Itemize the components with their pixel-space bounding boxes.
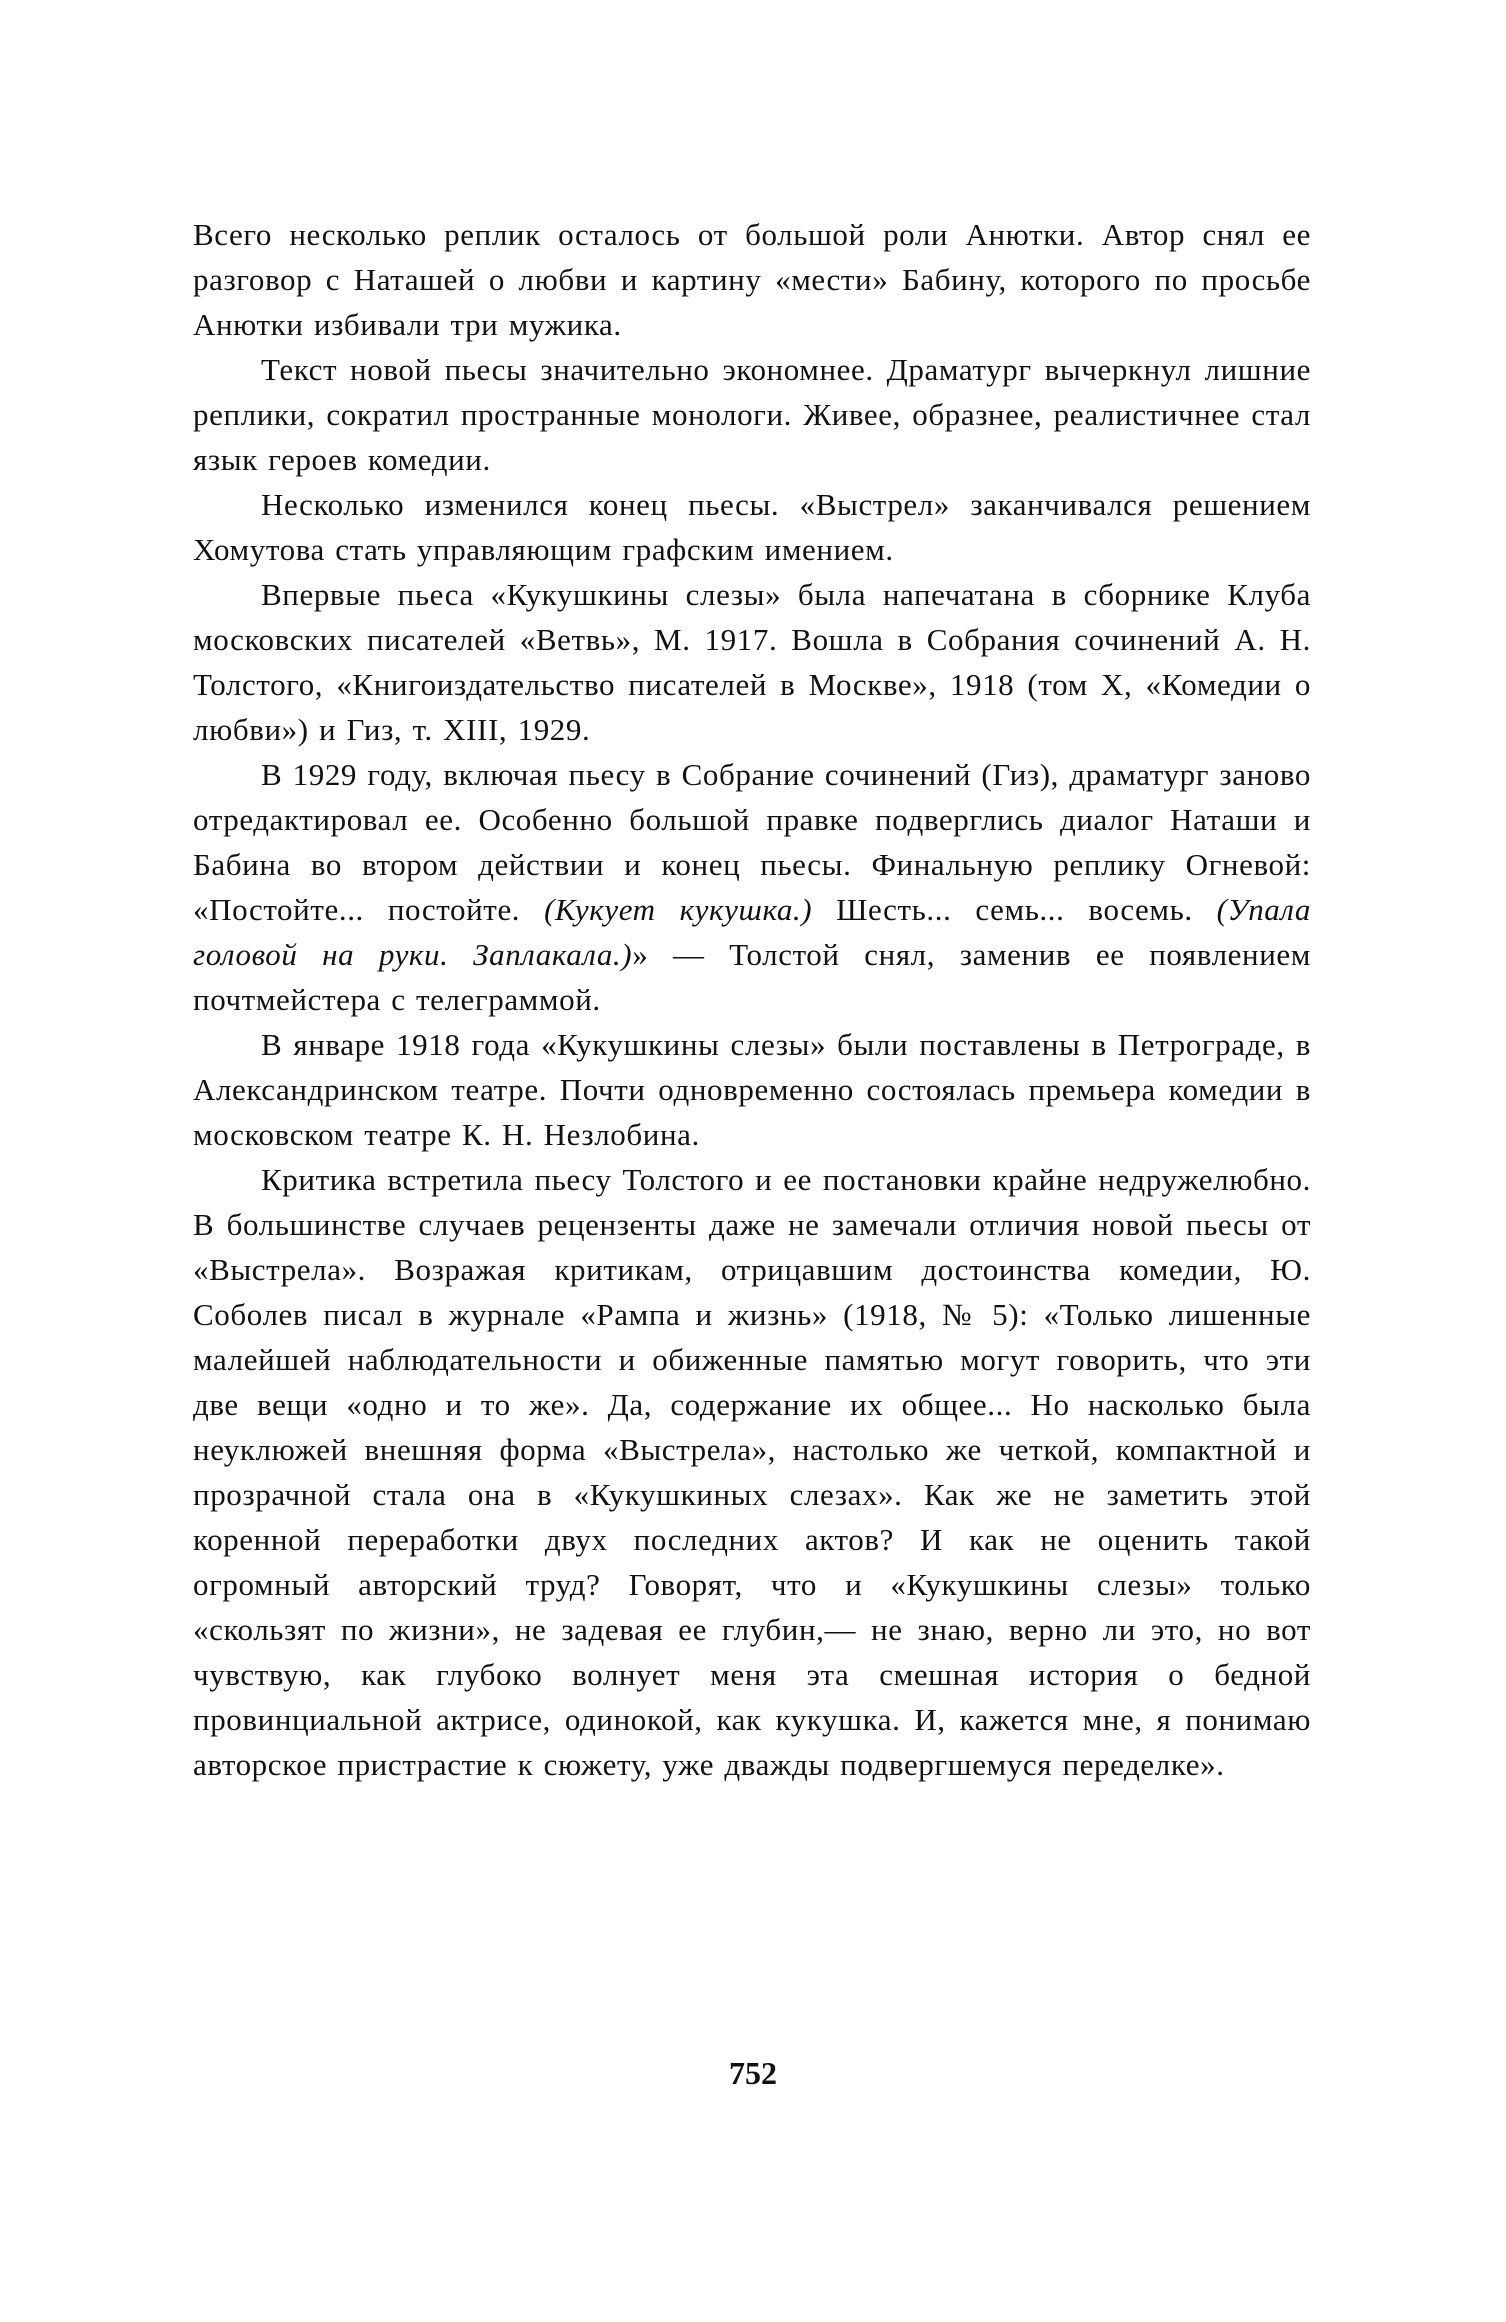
paragraph-text: Шесть... семь... восемь. [812,892,1217,927]
paragraph-text: Впервые пьеса «Кукушкины слезы» была напечатана в сборнике Клуба московских писателей «Ветвь», М. 1917. Вошла в Собрания сочинений А. Н. Толстого, «Книгоиздательство писателей в Москве», 1918 (том X, «Комедии о любви») и Гиз, т. XIII, 1929. [193,577,1311,747]
paragraph-3 [193,482,1311,572]
paragraph-2 [193,347,1311,482]
paragraph-1 [193,212,1311,347]
paragraph-6 [193,1022,1311,1157]
page-body-text [193,212,1311,1787]
paragraph-text: Несколько изменился конец пьесы. «Выстрел» заканчивался решением Хомутова стать управляющим графским имением. [193,487,1311,567]
paragraph-text: В январе 1918 года «Кукушкины слезы» были поставлены в Петрограде, в Александринском театре. Почти одновременно состоялась премьера комедии в московском театре К. Н. Незлобина. [193,1027,1311,1152]
page-number: 752 [729,2055,777,2091]
stage-direction-italic: (Упала головой на руки. Заплакала.) [193,892,1311,972]
paragraph-text: Всего несколько реплик осталось от большой роли Анютки. Автор снял ее разговор с Наташей о любви и картину «мести» Бабину, которого по просьбе Анютки избивали три мужика. [193,217,1311,342]
paragraph-text: Критика встретила пьесу Толстого и ее постановки крайне недружелюбно. В большинстве случаев рецензенты даже не замечали отличия новой пьесы от «Выстрела». Возражая критикам, отрицавшим достоинства комедии, Ю. Соболев писал в журнале «Рампа и жизнь» (1918, № 5): «Только лишенные малейшей наблюдательности и обиженные памятью могут говорить, что эти две вещи «одно и то же». Да, содержание их общее... Но насколько была неуклюжей внешняя форма «Выстрела», настолько же четкой, компактной и прозрачной стала она в «Кукушкиных слезах». Как же не заметить этой коренной переработки двух последних актов? И как не оценить такой огромный авторский труд? Говорят, что и «Кукушкины слезы» только «скользят по жизни», не задевая ее глубин,— не знаю, верно ли это, но вот чувствую, как глубоко волнует меня эта смешная история о бедной провинциальной актрисе, одинокой, как кукушка. И, кажется мне, я понимаю авторское пристрастие к сюжету, уже дважды подвергшемуся переделке». [193,1162,1311,1782]
paragraph-text: В 1929 году, включая пьесу в Собрание сочинений (Гиз), драматург заново отредактировал ее. Особенно большой правке подверглись диалог Наташи и Бабина во втором действии и конец пьесы. Финальную реплику Огневой: «Постойте... постойте. [193,757,1311,927]
paragraph-4 [193,572,1311,752]
paragraph-text: » — Толстой снял, заменив ее появлением почтмейстера с телеграммой. [193,937,1311,1017]
paragraph-text: Текст новой пьесы значительно экономнее. Драматург вычеркнул лишние реплики, сократил пространные монологи. Живее, образнее, реалистичнее стал язык героев комедии. [193,352,1311,477]
stage-direction-italic: (Кукует кукушка.) [544,892,813,927]
paragraph-7 [193,1157,1311,1787]
paragraph-5 [193,752,1311,1022]
